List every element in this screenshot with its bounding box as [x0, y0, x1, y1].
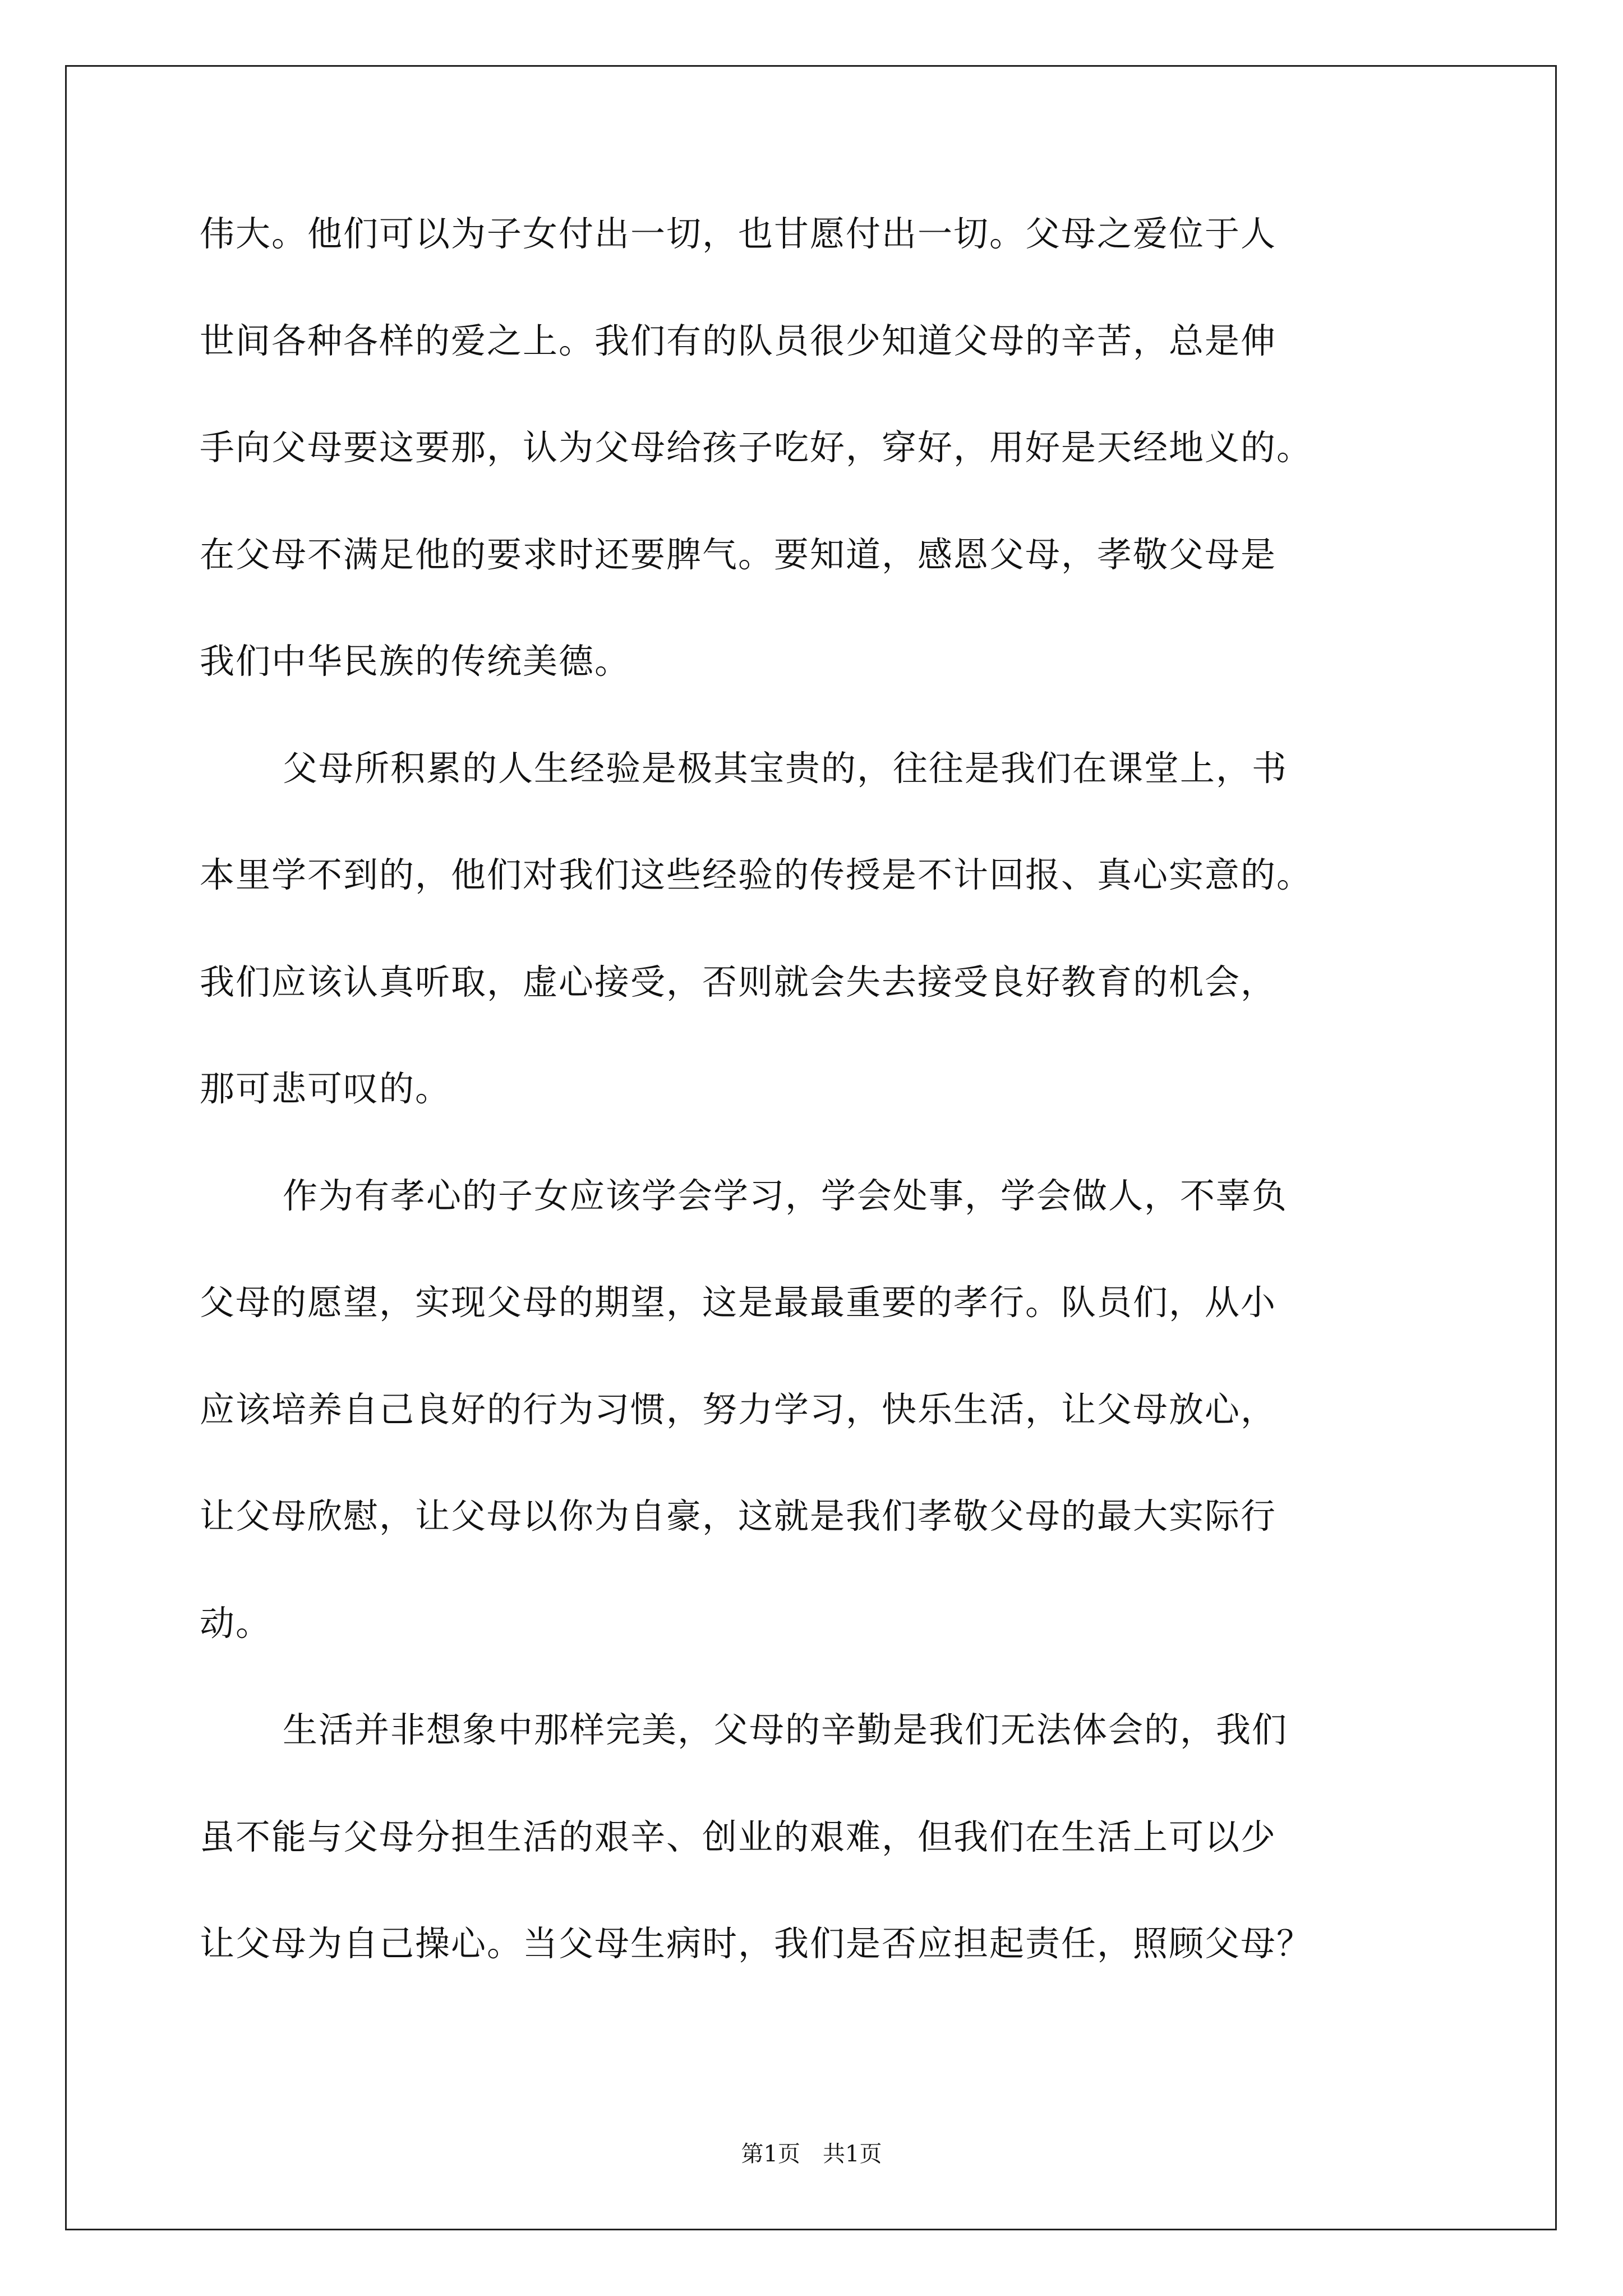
- text-line: 手向父母要这要那，认为父母给孩子吃好，穿好，用好是天经地义的。: [200, 427, 1313, 468]
- text-line: 本里学不到的，他们对我们这些经验的传授是不计回报、真心实意的。: [200, 854, 1313, 895]
- page-footer: [0, 2141, 1623, 2168]
- text-line: 在父母不满足他的要求时还要脾气。要知道，感恩父母，孝敬父母是: [200, 533, 1277, 575]
- paragraph-first-line: 父母所积累的人生经验是极其宝贵的，往往是我们在课堂上，书: [283, 747, 1288, 789]
- text-line: 让父母为自己操心。当父母生病时，我们是否应担起责任，照顾父母？: [200, 1923, 1313, 1964]
- text-line: 我们应该认真听取，虚心接受，否则就会失去接受良好教育的机会，: [200, 961, 1277, 1002]
- page-total: 共1页: [823, 2141, 882, 2167]
- text-line: 应该培养自己良好的行为习惯，努力学习，快乐生活，让父母放心，: [200, 1388, 1277, 1430]
- text-line: 世间各种各样的爱之上。我们有的队员很少知道父母的辛苦，总是伸: [200, 320, 1277, 361]
- text-line: 父母的愿望，实现父母的期望，这是最最重要的孝行。队员们，从小: [200, 1282, 1277, 1323]
- paragraph-first-line: 作为有孝心的子女应该学会学习，学会处事，学会做人，不辜负: [283, 1175, 1288, 1216]
- text-line: 我们中华民族的传统美德。: [200, 641, 631, 682]
- paragraph-first-line: 生活并非想象中那样完美，父母的辛勤是我们无法体会的，我们: [283, 1709, 1288, 1750]
- text-line: 那可悲可叹的。: [200, 1068, 451, 1109]
- page-number: 第1页: [741, 2141, 800, 2167]
- text-line: 伟大。他们可以为子女付出一切，也甘愿付出一切。父母之爱位于人: [200, 213, 1277, 254]
- text-line: 动。: [200, 1602, 272, 1644]
- document-body: [200, 214, 1433, 2031]
- text-line: 让父母欣慰，让父母以你为自豪，这就是我们孝敬父母的最大实际行: [200, 1496, 1277, 1536]
- text-line: 虽不能与父母分担生活的艰辛、创业的艰难，但我们在生活上可以少: [200, 1816, 1277, 1857]
